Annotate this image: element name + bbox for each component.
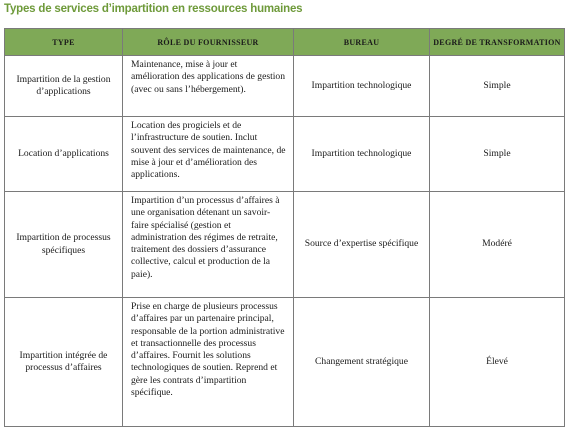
header-type: TYPE bbox=[5, 29, 123, 56]
cell-role: Prise en charge de plusieurs processus d’affaires par un partenaire principal, responsable de la portion administrative et transactionnelle des processus d’affaires. Fournit les solutions technologiques de soutien. Reprend et gère les contrats d’impartition spécifique. bbox=[123, 298, 294, 427]
table-header-row bbox=[5, 29, 565, 56]
cell-type: Location d’applications bbox=[5, 117, 123, 192]
cell-degree: Simple bbox=[430, 56, 565, 117]
cell-type: Impartition intégrée de processus d’affaires bbox=[5, 298, 123, 427]
cell-role: Location des progiciels et de l’infrastructure de soutien. Inclut souvent des services de maintenance, de mise à jour et d’amélioration des applications. bbox=[123, 117, 294, 192]
cell-degree: Simple bbox=[430, 117, 565, 192]
cell-bureau: Changement stratégique bbox=[294, 298, 430, 427]
table-row bbox=[5, 192, 565, 298]
services-table bbox=[4, 28, 565, 427]
table-row bbox=[5, 56, 565, 117]
header-role: RÔLE DU FOURNISSEUR bbox=[123, 29, 294, 56]
header-bureau: BUREAU bbox=[294, 29, 430, 56]
cell-role: Maintenance, mise à jour et amélioration des applications de gestion (avec ou sans l’hébergement). bbox=[123, 56, 294, 117]
table-row bbox=[5, 298, 565, 427]
page-title: Types de services d’impartition en ressources humaines bbox=[4, 3, 303, 15]
cell-type bbox=[5, 56, 123, 117]
cell-role: Impartition d’un processus d’affaires à une organisation détenant un savoir-faire spécialisé (gestion et administration des régimes de retraite, traitement des dossiers d’assurance collective, calcul et production de la paie). bbox=[123, 192, 294, 298]
table-row bbox=[5, 117, 565, 192]
cell-degree: Élevé bbox=[430, 298, 565, 427]
cell-type-text: Impartition de processus spécifiques bbox=[16, 232, 111, 256]
cell-type-text: Impartition de la gestion d’applications bbox=[16, 73, 111, 97]
cell-bureau: Impartition technologique bbox=[294, 117, 430, 192]
cell-type bbox=[5, 192, 123, 298]
header-degree: DEGRÉ DE TRANSFORMATION bbox=[430, 29, 565, 56]
cell-bureau: Impartition technologique bbox=[294, 56, 430, 117]
cell-degree: Modéré bbox=[430, 192, 565, 298]
cell-bureau: Source d’expertise spécifique bbox=[294, 192, 430, 298]
